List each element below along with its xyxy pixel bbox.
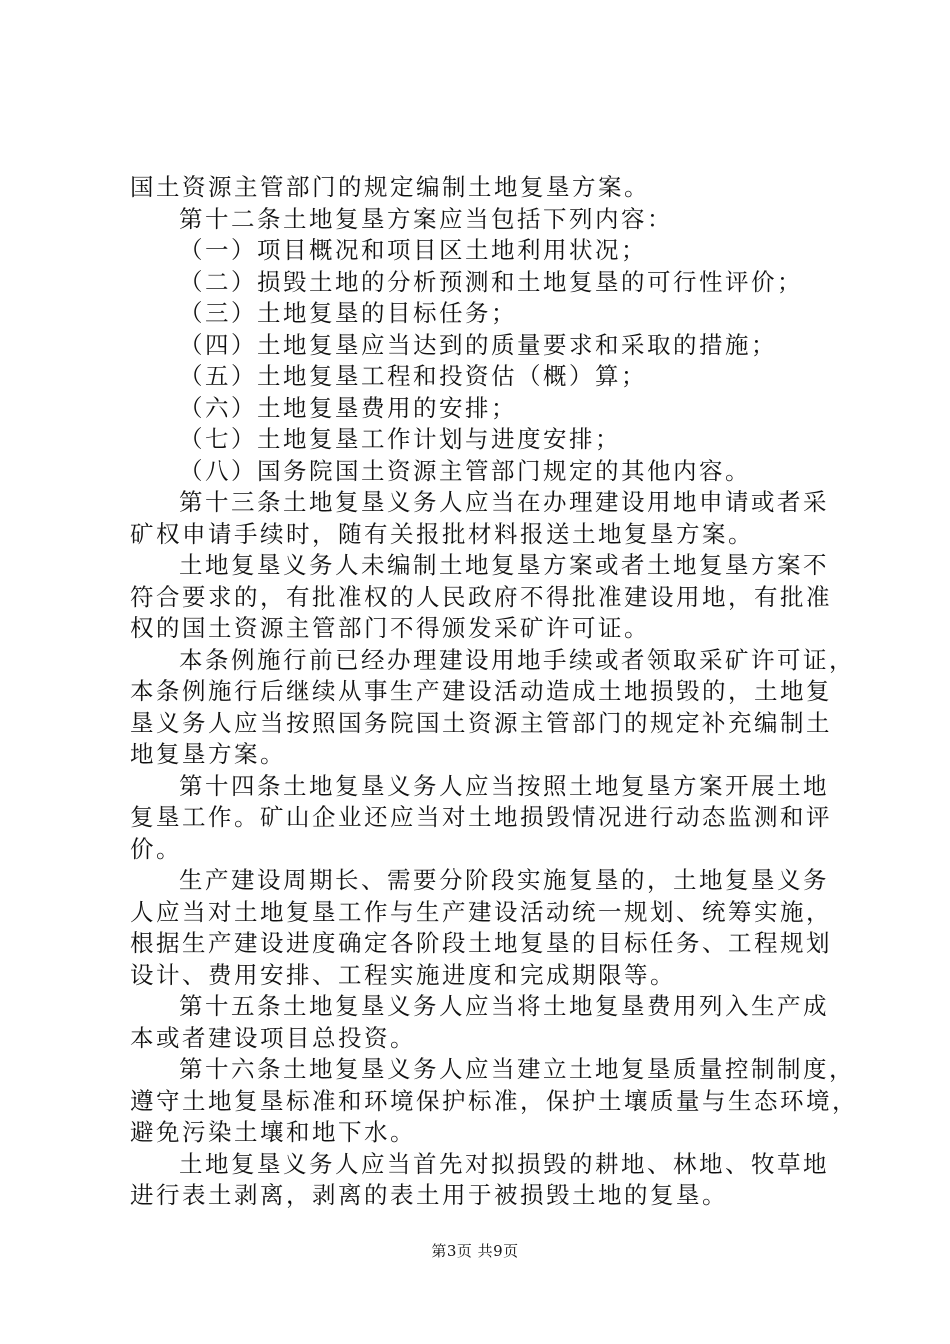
paragraph-start: 生产建设周期长、需要分阶段实施复垦的，土地复垦义务 <box>179 866 829 894</box>
document-body <box>130 172 858 1212</box>
list-item: （二）损毁土地的分析预测和土地复垦的可行性评价； <box>179 267 803 296</box>
text-line: 矿权申请手续时，随有关报批材料报送土地复垦方案。 <box>130 519 754 548</box>
article-14-paragraph: 第十四条土地复垦义务人应当按照土地复垦方案开展土地 <box>179 771 829 800</box>
text-line: 复垦工作。矿山企业还应当对土地损毁情况进行动态监测和评 <box>130 803 832 831</box>
list-item: （四）土地复垦应当达到的质量要求和采取的措施； <box>179 330 777 359</box>
article-13-paragraph: 第十三条土地复垦义务人应当在办理建设用地申请或者采 <box>179 488 829 516</box>
list-item: （七）土地复垦工作计划与进度安排； <box>179 425 621 453</box>
paragraph-start: 本条例施行前已经办理建设用地手续或者领取采矿许可证， <box>179 645 855 674</box>
text-line: 权的国土资源主管部门不得颁发采矿许可证。 <box>130 614 650 642</box>
text-line: 进行表土剥离，剥离的表土用于被损毁土地的复垦。 <box>130 1181 728 1209</box>
list-item: （五）土地复垦工程和投资估（概）算； <box>179 362 647 390</box>
list-item: （六）土地复垦费用的安排； <box>179 393 517 422</box>
article-15-paragraph: 第十五条土地复垦义务人应当将土地复垦费用列入生产成 <box>179 992 829 1020</box>
text-line: 地复垦方案。 <box>130 740 286 768</box>
text-line: 遵守土地复垦标准和环境保护标准，保护土壤质量与生态环境， <box>130 1086 858 1115</box>
article-12-heading: 第十二条土地复垦方案应当包括下列内容： <box>179 204 673 233</box>
text-line: 人应当对土地复垦工作与生产建设活动统一规划、统筹实施， <box>130 897 832 926</box>
text-line: 垦义务人应当按照国务院国土资源主管部门的规定补充编制土 <box>130 708 832 737</box>
list-item: （一）项目概况和项目区土地利用状况； <box>179 236 647 264</box>
paragraph-start: 土地复垦义务人应当首先对拟损毁的耕地、林地、牧草地 <box>179 1149 829 1178</box>
article-16-paragraph: 第十六条土地复垦义务人应当建立土地复垦质量控制制度， <box>179 1055 855 1083</box>
text-line: 避免污染土壤和地下水。 <box>130 1118 416 1146</box>
text-line: 符合要求的，有批准权的人民政府不得批准建设用地，有批准 <box>130 582 832 611</box>
text-line: 价。 <box>130 834 182 863</box>
text-line: 本或者建设项目总投资。 <box>130 1023 416 1052</box>
list-item: （三）土地复垦的目标任务； <box>179 299 517 327</box>
text-line: 国土资源主管部门的规定编制土地复垦方案。 <box>130 173 650 201</box>
paragraph-start: 土地复垦义务人未编制土地复垦方案或者土地复垦方案不 <box>179 551 829 579</box>
page-number-footer: 第3页 共9页 <box>431 1242 519 1260</box>
text-line: 根据生产建设进度确定各阶段土地复垦的目标任务、工程规划 <box>130 929 832 957</box>
text-line: 设计、费用安排、工程实施进度和完成期限等。 <box>130 960 676 989</box>
list-item: （八）国务院国土资源主管部门规定的其他内容。 <box>179 456 751 485</box>
text-line: 本条例施行后继续从事生产建设活动造成土地损毁的，土地复 <box>130 677 832 705</box>
